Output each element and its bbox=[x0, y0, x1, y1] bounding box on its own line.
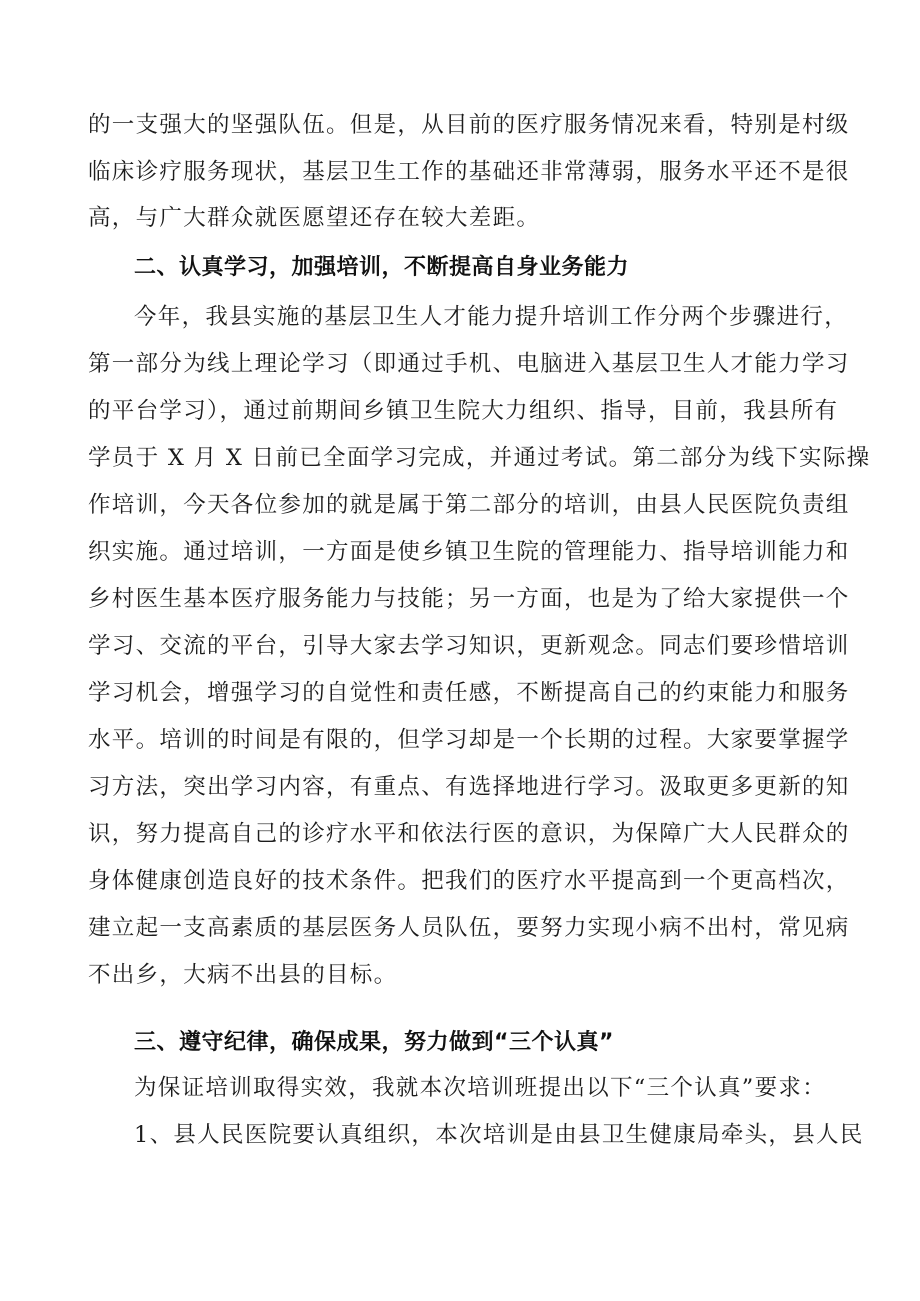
paragraph-2-line-4: 学员于 X 月 X 日前已全面学习完成，并通过考试。第二部分为线下实际操 bbox=[88, 445, 871, 471]
paragraph-2-line-8: 学习、交流的平台，引导大家去学习知识，更新观念。同志们要珍惜培训 bbox=[88, 633, 850, 659]
paragraph-2-line-6: 织实施。通过培训，一方面是使乡镇卫生院的管理能力、指导培训能力和 bbox=[88, 539, 850, 565]
paragraph-2-line-10: 水平。培训的时间是有限的，但学习却是一个长期的过程。大家要掌握学 bbox=[88, 727, 850, 753]
paragraph-3-line-1: 为保证培训取得实效，我就本次培训班提出以下“三个认真”要求： bbox=[134, 1075, 827, 1101]
paragraph-2-line-11: 习方法，突出学习内容，有重点、有选择地进行学习。汲取更多更新的知 bbox=[88, 774, 850, 800]
paragraph-2-line-5: 作培训，今天各位参加的就是属于第二部分的培训，由县人民医院负责组 bbox=[88, 492, 850, 518]
paragraph-2-line-2: 第一部分为线上理论学习（即通过手机、电脑进入基层卫生人才能力学习 bbox=[88, 351, 850, 377]
paragraph-2-line-7: 乡村医生基本医疗服务能力与技能；另一方面，也是为了给大家提供一个 bbox=[88, 586, 850, 612]
paragraph-2-line-1: 今年，我县实施的基层卫生人才能力提升培训工作分两个步骤进行， bbox=[134, 304, 849, 330]
section-heading-2: 二、认真学习，加强培训，不断提高自身业务能力 bbox=[134, 255, 630, 280]
paragraph-1-line-2: 临床诊疗服务现状，基层卫生工作的基础还非常薄弱，服务水平还不是很 bbox=[88, 159, 850, 185]
paragraph-2-line-13: 身体健康创造良好的技术条件。把我们的医疗水平提高到一个更高档次， bbox=[88, 868, 850, 894]
paragraph-2-line-12: 识，努力提高自己的诊疗水平和依法行医的意识，为保障广大人民群众的 bbox=[88, 821, 850, 847]
section-heading-3: 三、遵守纪律，确保成果，努力做到“三个认真” bbox=[134, 1030, 614, 1055]
paragraph-2-line-9: 学习机会，增强学习的自觉性和责任感，不断提高自己的约束能力和服务 bbox=[88, 680, 850, 706]
paragraph-2-line-15: 不出乡，大病不出县的目标。 bbox=[88, 962, 398, 988]
paragraph-1-line-3: 高，与广大群众就医愿望还存在较大差距。 bbox=[88, 205, 541, 231]
paragraph-2-line-14: 建立起一支高素质的基层医务人员队伍，要努力实现小病不出村，常见病 bbox=[88, 915, 850, 941]
paragraph-1-line-1: 的一支强大的坚强队伍。但是，从目前的医疗服务情况来看，特别是村级 bbox=[88, 112, 850, 138]
paragraph-4-line-1: 1、县人民医院要认真组织，本次培训是由县卫生健康局牵头，县人民 bbox=[134, 1122, 864, 1148]
paragraph-2-line-3: 的平台学习），通过前期间乡镇卫生院大力组织、指导，目前，我县所有 bbox=[88, 398, 839, 424]
